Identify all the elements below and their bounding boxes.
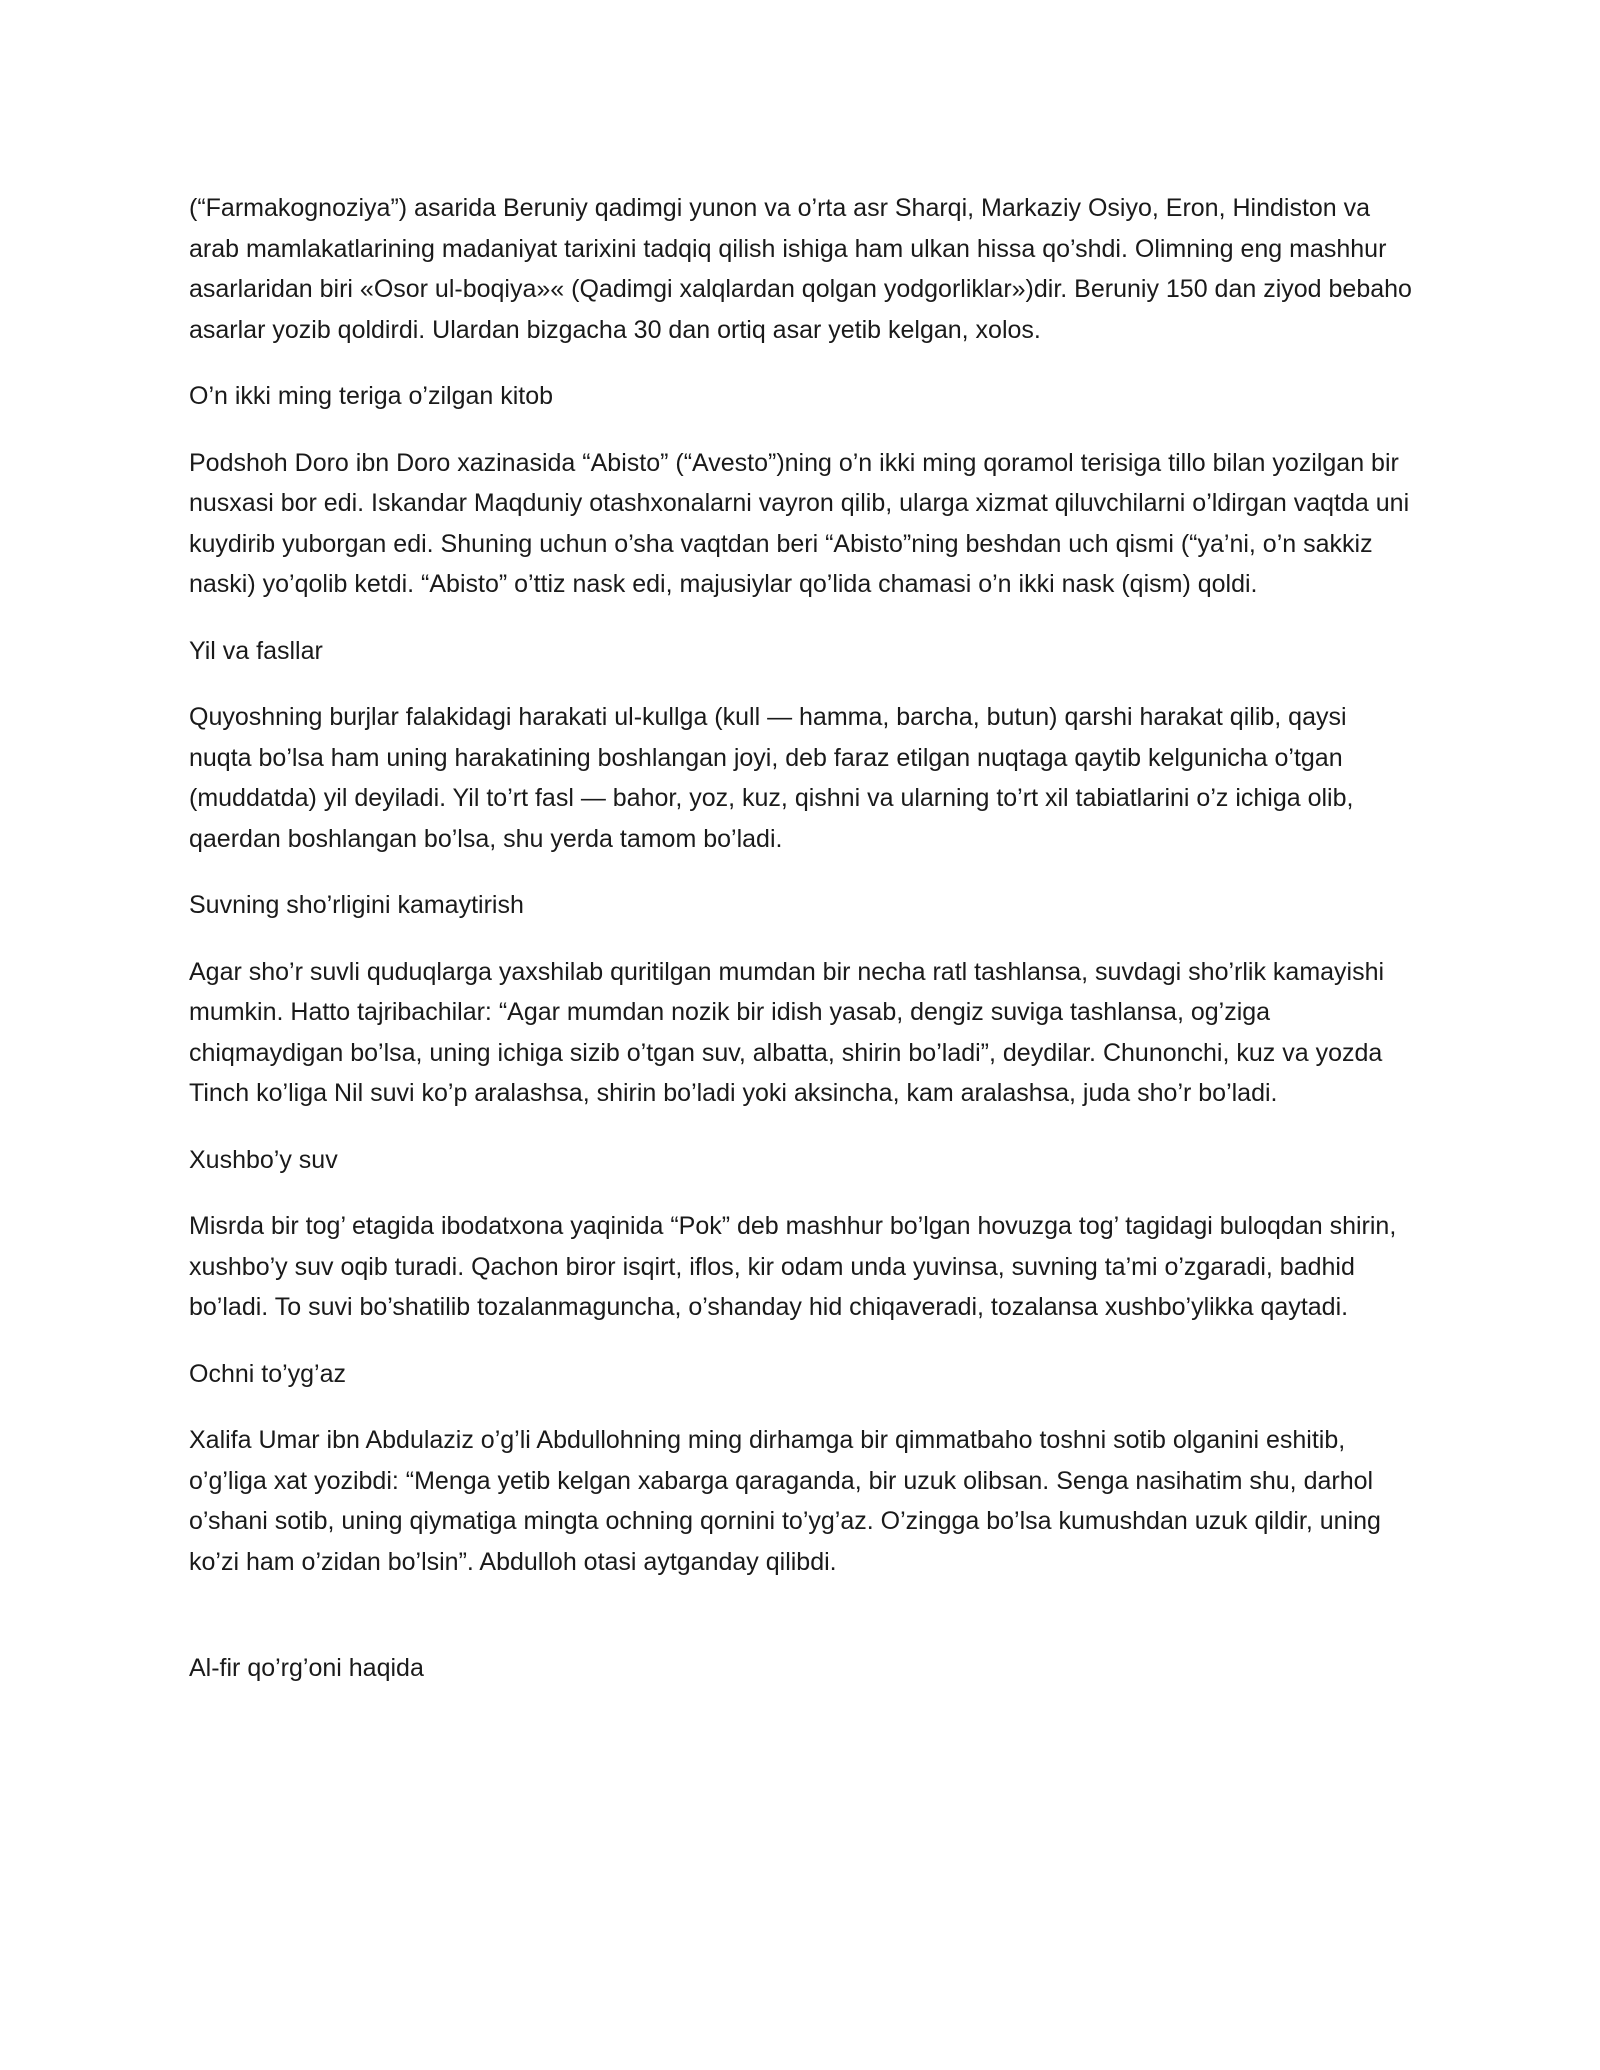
paragraph-abisto: Podshoh Doro ibn Doro xazinasida “Abisto” (“Avesto”)ning o’n ikki ming qoramol terisiga tillo bilan yozilgan bir nusxasi bor edi. Iskandar Maqduniy otashxonalarni vayron qilib, ularga xizmat qiluvchilarni o’ldirgan vaqtda uni kuydirib yuborgan edi. Shuning uchun o’sha vaqtdan beri “Abisto”ning beshdan uch qismi (“ya’ni, o’n sakkiz naski) yo’qolib ketdi. “Abisto” o’ttiz nask edi, majusiylar qo’lida chamasi o’n ikki nask (qism) qoldi.	[189, 448, 1410, 598]
paragraph-shor-suv: Agar sho’r suvli quduqlarga yaxshilab quritilgan mumdan bir necha ratl tashlansa, suvdagi sho’rlik kamayishi mumkin. Hatto tajribachilar: “Agar mumdan nozik bir idish yasab, dengiz suviga tashlansa, og’ziga chiqmaydigan bo’lsa, uning ichiga sizib o’tgan suv, albatta, shirin bo’ladi”, deydilar. Chunonchi, kuz va yozda Tinch ko’liga Nil suvi ko’p aralashsa, shirin bo’ladi yoki aksincha, kam aralashsa, juda sho’r bo’ladi.	[189, 957, 1385, 1107]
heading-ochni-toygaz: Ochni to’yg’az	[189, 1359, 347, 1388]
paragraph-yil: Quyoshning burjlar falakidagi harakati ul-kullga (kull — hamma, barcha, butun) qarshi harakat qilib, qaysi nuqta bo’lsa ham uning harakatining boshlangan joyi, deb faraz etilgan nuqtaga qaytib kelgunicha o’tgan (muddatda) yil deyiladi. Yil to’rt fasl — bahor, yoz, kuz, qishni va ularning to’rt xil tabiatlarini o’z ichiga olib, qaerdan boshlangan bo’lsa, shu yerda tamom bo’ladi.	[189, 703, 1354, 853]
heading-al-fir-qorgoni: Al-fir qo’rg’oni haqida	[189, 1654, 424, 1682]
paragraph-farmakognoziya: (“Farmakognoziya”) asarida Beruniy qadimgi yunon va o’rta asr Sharqi, Markaziy Osiyo, Eron, Hindiston va arab mamlakatlarining madaniyat tarixini tadqiq qilish ishiga ham ulkan hissa qo’shdi. Olimning eng mashhur asarlaridan biri «Osor ul-boqiya»« (Qadimgi xalqlardan qolgan yodgorliklar»)dir. Beruniy 150 dan ziyod bebaho asarlar yozib qoldirdi. Ulardan bizgacha 30 dan ortiq asar yetib kelgan, xolos.	[189, 194, 1412, 344]
document-body	[189, 188, 1414, 1715]
paragraph-xushboy-suv: Misrda bir tog’ etagida ibodatxona yaqinida “Pok” deb mashhur bo’lgan hovuzga tog’ tagidagi buloqdan shirin, xushbo’y suv oqib turadi. Qachon biror isqirt, iflos, kir odam unda yuvinsa, suvning ta’mi o’zgaradi, badhid bo’ladi. To suvi bo’shatilib tozalanmaguncha, o’shanday hid chiqaveradi, tozalansa xushbo’ylikka qaytadi.	[189, 1212, 1397, 1321]
heading-suvning-shorligi: Suvning sho’rligini kamaytirish	[189, 891, 524, 919]
heading-kitob: O’n ikki ming teriga o’zilgan kitob	[189, 382, 554, 410]
paragraph-xalifa-umar: Xalifa Umar ibn Abdulaziz o’g’li Abdullohning ming dirhamga bir qimmatbaho toshni sotib olganini eshitib, o’g’liga xat yozibdi: “Menga yetib kelgan xabarga qaraganda, bir uzuk olibsan. Senga nasihatim shu, darhol o’shani sotib, uning qiymatiga mingta ochning qornini to’yg’az. O’zingga bo’lsa kumushdan uzuk qildir, uning ko’zi ham o’zidan bo’lsin”. Abdulloh otasi aytganday qilibdi.	[189, 1426, 1381, 1576]
heading-xushboy-suv: Xushbo’y suv	[189, 1145, 338, 1174]
heading-yil-va-fasllar: Yil va fasllar	[189, 636, 323, 665]
